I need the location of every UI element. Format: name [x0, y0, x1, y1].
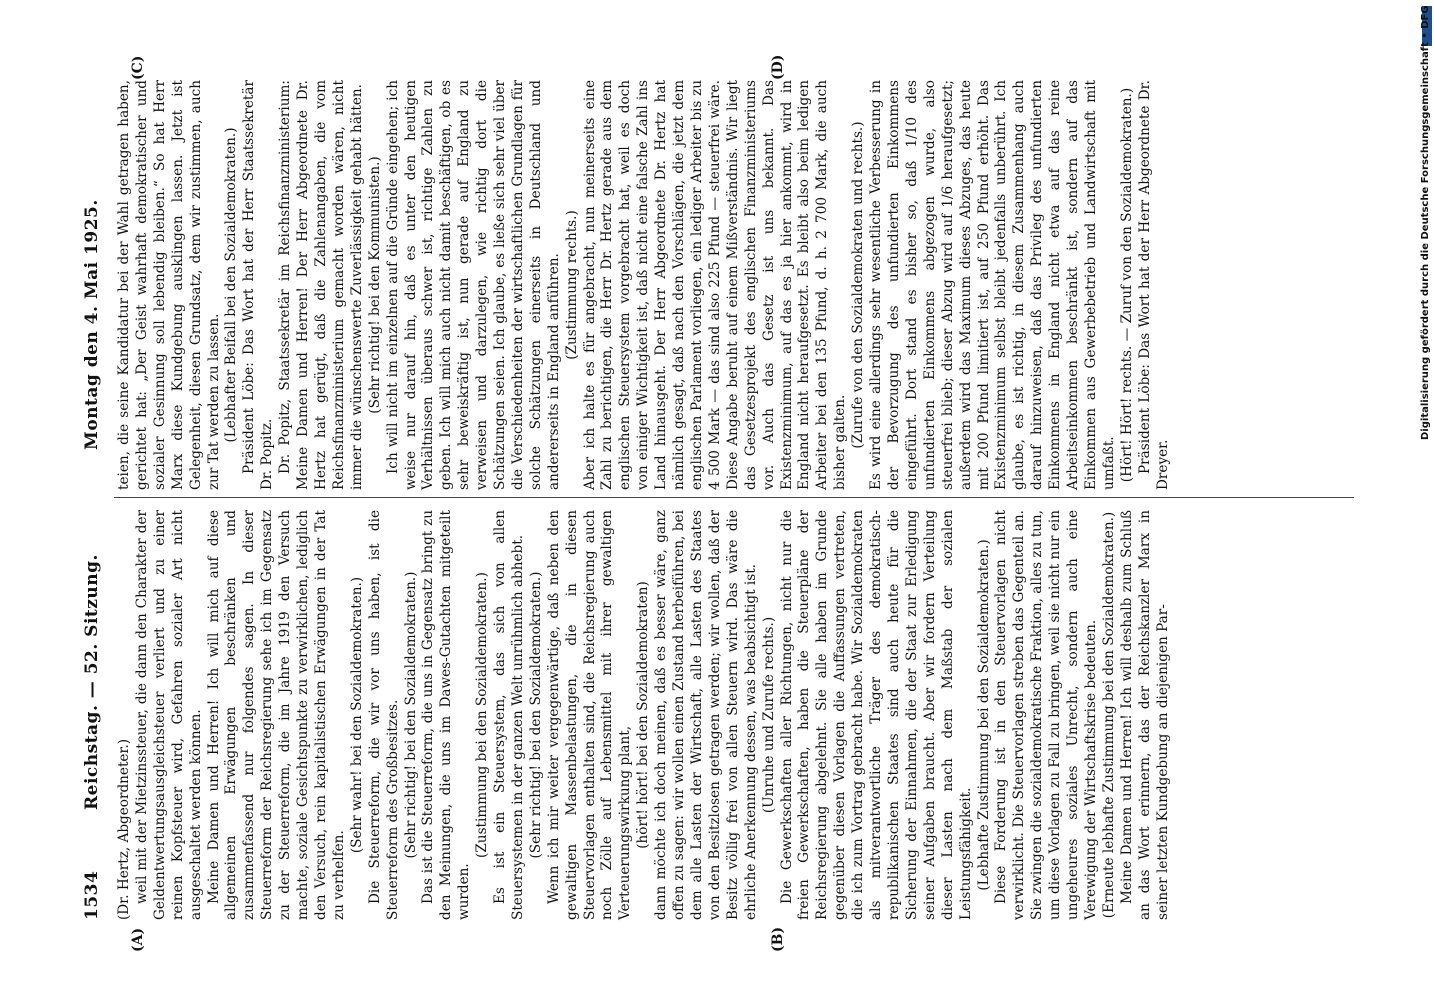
margin-marker-b: (B)	[770, 926, 786, 952]
margin-marker-a: (A)	[130, 927, 146, 952]
paragraph: Es wird eine allerdings sehr wesentliche Verbesserung in der Bevorzugung des unfundierten Einkommens eingeführt. Dort stand es bisher so, daß 1/10 des unfundierten Einkommens abgezogen wurde, also steuerfrei blieb; dieser Abzug wird auf 1/6 heraufgesetzt; außerdem wird das Maximum dieses Abzuges, das heute mit 200 Pfund limitiert ist, auf 250 Pfund erhöht. Das Existenzminimum selbst bleibt jedenfalls unberührt. Ich glaube, es ist richtig, in diesem Zusammenhang auch darauf hinzuweisen, daß das Privileg des unfundierten Einkommens in England nicht etwa auf das reine Arbeitseinkommen beschränkt ist, sondern auf das Einkommen aus Gewerbebetrieb und Landwirtschaft mit umfaßt.	[868, 80, 1117, 490]
paragraph: (Dr. Hertz, Abgeordneter.)	[116, 738, 132, 920]
left-column	[116, 510, 1172, 920]
session-title: Reichstag. — 52. Sitzung.	[82, 554, 102, 810]
paragraph: Wenn ich mir weiter vergegenwärtige, daß neben den gewaltigen Massenbelastungen, die in diesen Steuervorlagen enthalten sind, die Reichsregierung auch noch Zölle auf Lebensmittel mit ihrer gewaltigen Verteuerungswirkung plant,	[545, 510, 634, 920]
page-header	[78, 80, 112, 920]
paragraph: Präsident Löbe: Das Wort hat der Herr Staatssekretär Dr. Popitz.	[241, 80, 276, 490]
remark: (Zustimmung bei den Sozialdemokraten.)	[474, 572, 491, 858]
column-divider	[114, 497, 1354, 498]
remark: (Unruhe und Zurufe rechts.)	[760, 616, 777, 814]
paragraph: Dr. Popitz, Staatssekretär im Reichsfinanzministerium: Meine Damen und Herren! Der Herr Abgeordnete Dr. Hertz hat gerügt, daß die Zahlenangaben, die vom Reichsfinanzministerium gemacht worden wären, nicht immer die wünschenswerte Zuverlässigkeit gehabt hätten.	[277, 80, 365, 490]
remark: (hört! hört! bei den Sozialdemokraten)	[635, 581, 652, 849]
paragraph: Die Gewerkschaften aller Richtungen, nicht nur die freien Gewerkschaften, haben die Steuerpläne der Reichsregierung abgelehnt. Sie alle haben im Grunde gegenüber diesen Vorlagen die Auffassungen vertreten, die ich zum Vortrag gebracht habe. Wir Sozialdemokraten als mitverantwortliche Träger des demokratisch-republikanischen Staates sind auch heute für die Sicherung der Einnahmen, die der Staat zur Erledigung seiner Aufgaben braucht. Aber wir fordern Verteilung dieser Lasten nach dem Maßstab der sozialen Leistungsfähigkeit.	[778, 510, 974, 920]
paragraph: Aber ich halte es für angebracht, nun meinerseits eine Zahl zu berichtigen, die Herr Dr. Hertz gerade aus dem englischen Steuersystem vorgebracht hat, weil es doch von einiger Wichtigkeit ist, daß nicht eine falsche Zahl ins Land hinausgeht. Der Herr Abgeordnete Dr. Hertz hat nämlich gesagt, daß nach den Vorschlägen, die jetzt dem englischen Parlament vorliegen, ein lediger Arbeiter bis zu 4 500 Mark — das sind also 225 Pfund — steuerfrei wäre. Diese Angabe beruht auf einem Mißverständnis. Wir liegt das Gesetzesprojekt des englischen Finanzministeriums vor. Auch das Gesetz ist uns bekannt. Das Existenzminimum, auf das es ja hier ankommt, wird in England nicht heraufgesetzt. Es bleibt also beim ledigen Arbeiter bei den 135 Pfund, d. h. 2 700 Mark, die auch bisher galten.	[581, 80, 849, 490]
paragraph: Meine Damen und Herren! Ich will deshalb zum Schluß an das Wort erinnern, das der Reichskanzler Marx in seiner letzten Kundgebung an diejenigen Par-	[1118, 510, 1171, 920]
paragraph: weil mit der Mietzinssteuer, die dann den Charakter der Geldentwertungsausgleichsteuer verliert und zu einer reinen Kopfsteuer wird, Gefahren sozialer Art nicht ausgeschaltet werden können.	[133, 510, 204, 920]
remark: (Lebhafte Zustimmung bei den Sozialdemokraten.)	[975, 539, 992, 891]
paragraph: dann möchte ich doch meinen, daß es besser wäre, ganz offen zu sagen: wir wollen einen Zustand herbeiführen, bei dem alle Lasten der Wirtschaft, alle Lasten des Staates von den Besitzlosen getragen werden; wir wollen, daß der Besitz völlig frei von allen Steuern wird. Das wäre die ehrliche Anerkennung dessen, was beabsichtigt ist.	[653, 510, 759, 920]
paragraph: Diese Forderung ist in den Steuervorlagen nicht verwirklicht. Die Steuervorlagen streben das Gegenteil an. Sie zwingen die sozialdemokratische Fraktion, alles zu tun, um diese Vorlagen zu Fall zu bringen, weil sie nicht nur ein ungeheures soziales Unrecht, sondern auch eine Verewigung der Wirtschaftskrise bedeuten.	[993, 510, 1099, 920]
document-page	[70, 54, 1400, 960]
paragraph: Das ist die Steuerreform, die uns in Gegensatz bringt zu den Meinungen, die uns im Dawes-Gutachten mitgeteilt wurden.	[420, 510, 473, 920]
paragraph: Präsident Löbe: Das Wort hat der Herr Abgeordnete Dr. Dreyer.	[1136, 80, 1171, 490]
remark: (Erneute lebhafte Zustimmung bei den Sozialdemokraten.)	[1100, 511, 1117, 919]
margin-marker-d: (D)	[770, 54, 786, 80]
right-column	[116, 80, 1172, 490]
remark: (Sehr richtig! bei den Sozialdemokraten.)	[402, 571, 419, 859]
paragraph: Die Steuerreform, die wir vor uns haben, ist die Steuerreform des Großbesitzes.	[366, 510, 401, 920]
remark: (Zustimmung rechts.)	[563, 210, 580, 360]
margin-marker-c: (C)	[130, 55, 146, 80]
digitization-credit: Digitalisierung gefördert durch die Deutsche Forschungsgemeinschaft • DFG	[1420, 5, 1431, 440]
paragraph: Meine Damen und Herren! Ich will mich auf diese allgemeinen Erwägungen beschränken und zusammenfassend nur folgendes sagen. In dieser Steuerreform der Reichsregierung sehe ich im Gegensatz zu der Steuerreform, die im Jahre 1919 den Versuch machte, soziale Gesichtspunkte zu verwirklichen, lediglich den Versuch, rein kapitalistischen Erwägungen in der Tat zu verhelfen.	[205, 510, 347, 920]
remark: (Sehr richtig! bei den Kommunisten.)	[366, 156, 383, 414]
remark: (Hört! Hört! rechts. — Zuruf von den Sozialdemokraten.)	[1118, 87, 1135, 483]
remark: (Sehr richtig! bei den Sozialdemokraten.)	[527, 571, 544, 859]
paragraph: Es ist ein Steuersystem, das sich von allen Steuersystemen in der ganzen Welt unrühmlich abhebt.	[492, 510, 526, 920]
remark: (Zurufe von den Sozialdemokraten und rechts.)	[850, 121, 867, 449]
page-number: 1534	[82, 870, 102, 920]
paragraph: teien, die seine Kandidatur bei der Wahl getragen haben, gerichtet hat: „Der Geist wahrhaft demokratischer und sozialer Gesinnung soll lebendig bleiben.“ So hat Herr Marx diese Kundgebung ausklingen lassen. Jetzt ist Gelegenheit, diesen Grundsatz, dem wir zustimmen, auch zur Tat werden zu lassen.	[116, 80, 222, 490]
remark: (Lebhafter Beifall bei den Sozialdemokraten.)	[223, 127, 240, 443]
remark: (Sehr wahr! bei den Sozialdemokraten.)	[348, 576, 365, 854]
paragraph: Ich will nicht im einzelnen auf die Gründe eingehen; ich weise nur darauf hin, daß es unter den heutigen Verhältnissen überaus schwer ist, richtige Zahlen zu geben. Ich will mich auch nicht damit beschäftigen, ob es sehr beweiskräftig ist, nun gerade auf England zu verweisen und darzulegen, wie richtig dort die Schätzungen seien. Ich glaube, es ließe sich sehr viel über die Verschiedenheiten der wirtschaftlichen Grundlagen für solche Schätzungen einerseits in Deutschland und andererseits in England anführen.	[384, 80, 562, 490]
session-date: Montag den 4. Mai 1925.	[82, 199, 102, 450]
